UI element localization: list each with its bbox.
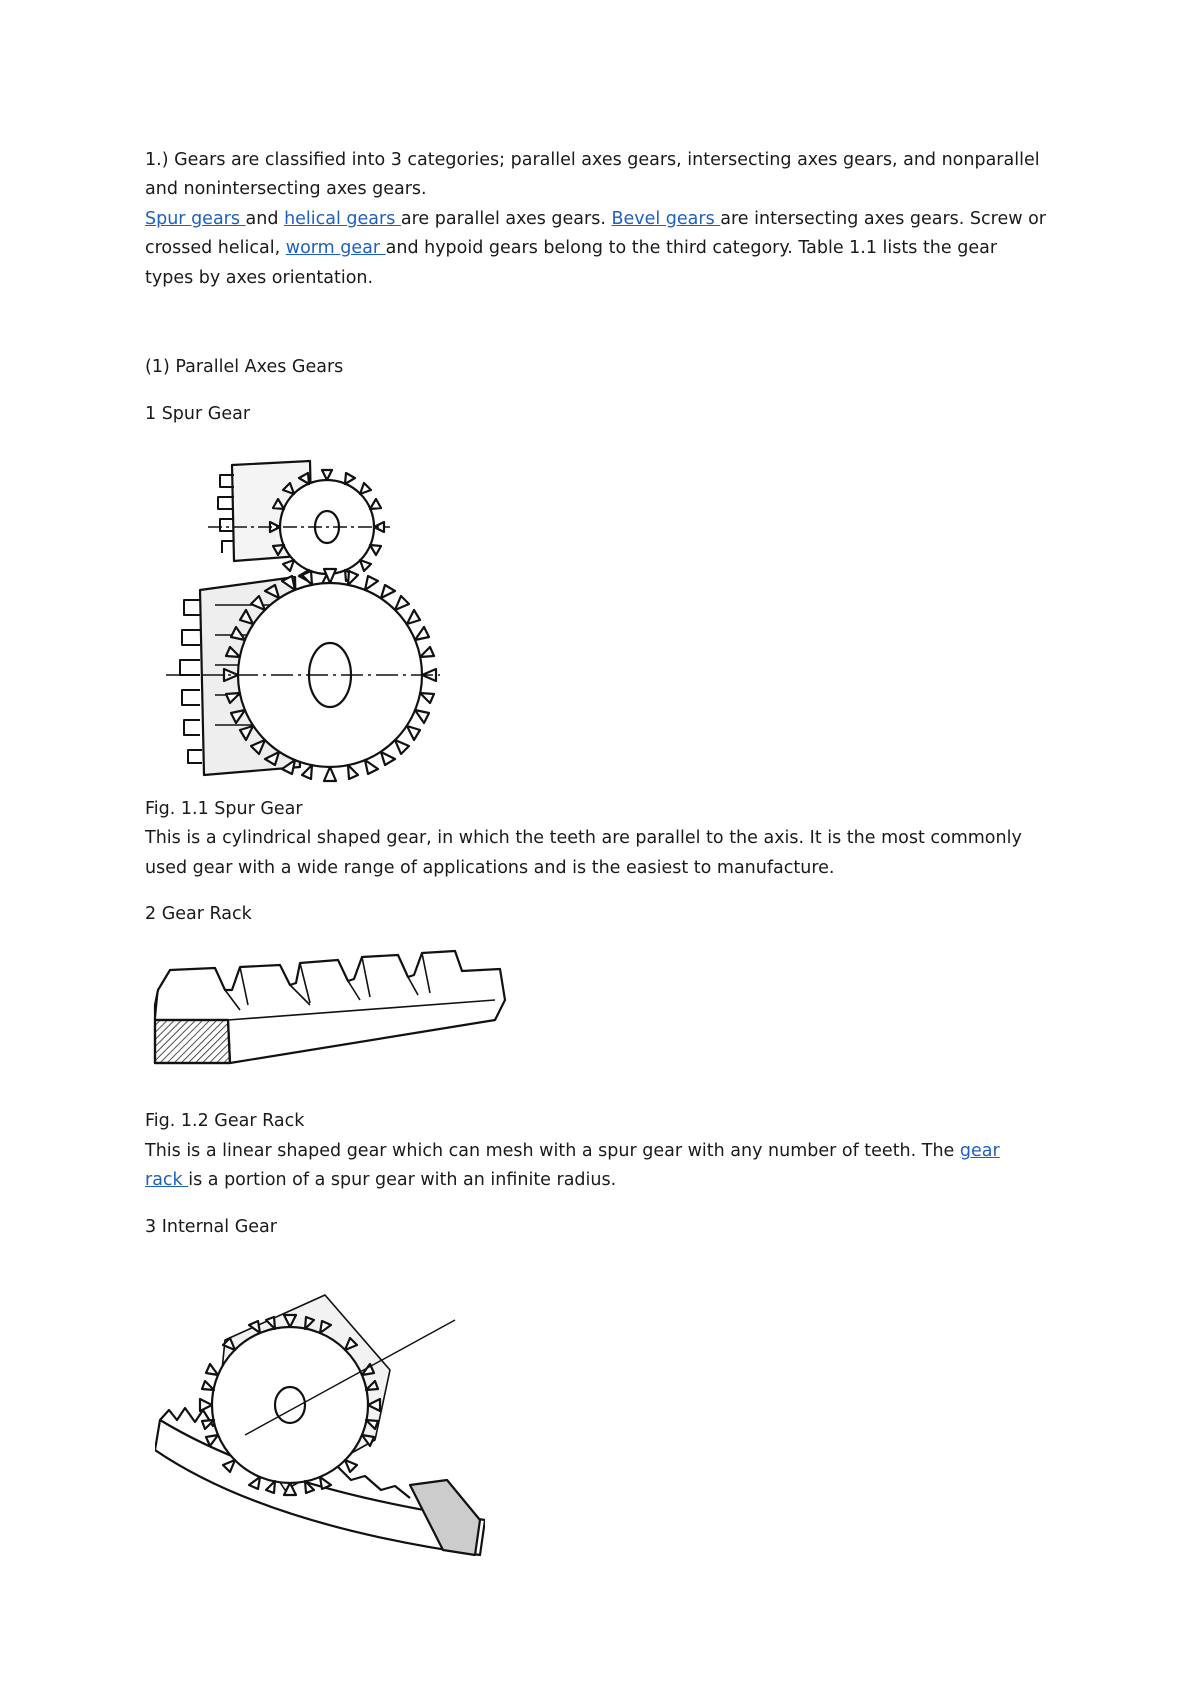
helical-gears-link[interactable]: helical gears — [284, 209, 401, 229]
text-crossed: crossed helical, — [145, 238, 281, 258]
intro-line-1 — [145, 146, 1040, 176]
spur-gear-desc-1: This is a cylindrical shaped gear, in which the teeth are parallel to the axis. It is the most commonly — [145, 828, 1022, 848]
internal-gear-figure — [155, 1270, 485, 1560]
internal-gear-heading: 3 Internal Gear — [145, 1217, 277, 1237]
section-heading: (1) Parallel Axes Gears — [145, 357, 344, 377]
gear-rack-illustration — [150, 945, 510, 1075]
bevel-gears-link[interactable]: Bevel gears — [611, 209, 721, 229]
intro-text: 1.) Gears are classified into 3 categories; parallel axes gears, intersecting axes gears, and nonparallel — [145, 150, 1040, 170]
spur-gear-caption: Fig. 1.1 Spur Gear — [145, 799, 303, 819]
spur-gear-illustration — [160, 455, 450, 785]
gear-rack-link-part2[interactable]: rack — [145, 1170, 189, 1190]
gear-rack-link-part1[interactable]: gear — [959, 1141, 1000, 1161]
gear-rack-desc-1 — [145, 1137, 1000, 1167]
gear-rack-heading: 2 Gear Rack — [145, 904, 252, 924]
gear-rack-desc-2 — [145, 1166, 616, 1196]
spur-gear-heading: 1 Spur Gear — [145, 404, 251, 424]
gear-rack-figure — [150, 945, 510, 1075]
gear-rack-caption: Fig. 1.2 Gear Rack — [145, 1111, 305, 1131]
worm-gear-link[interactable]: worm gear — [285, 238, 386, 258]
text-intersecting: are intersecting axes gears. Screw or — [720, 209, 1047, 229]
intro-line-3 — [145, 205, 1046, 235]
text-and: and — [245, 209, 279, 229]
spur-gears-link[interactable]: Spur gears — [145, 209, 246, 229]
internal-gear-illustration — [155, 1270, 485, 1560]
intro-text: types by axes orientation. — [145, 268, 374, 288]
spur-gear-desc-2: used gear with a wide range of applications and is the easiest to manufacture. — [145, 858, 835, 878]
intro-line-5 — [145, 264, 373, 294]
text-hypoid: and hypoid gears belong to the third category. Table 1.1 lists the gear — [385, 238, 998, 258]
rack-desc-text: This is a linear shaped gear which can mesh with a spur gear with any number of teeth. The — [145, 1141, 955, 1161]
intro-text: and nonintersecting axes gears. — [145, 179, 427, 199]
text-parallel: are parallel axes gears. — [400, 209, 606, 229]
rack-desc-text: is a portion of a spur gear with an infinite radius. — [188, 1170, 617, 1190]
intro-line-4 — [145, 234, 997, 264]
spur-gear-figure — [160, 455, 450, 785]
intro-line-2 — [145, 175, 427, 205]
